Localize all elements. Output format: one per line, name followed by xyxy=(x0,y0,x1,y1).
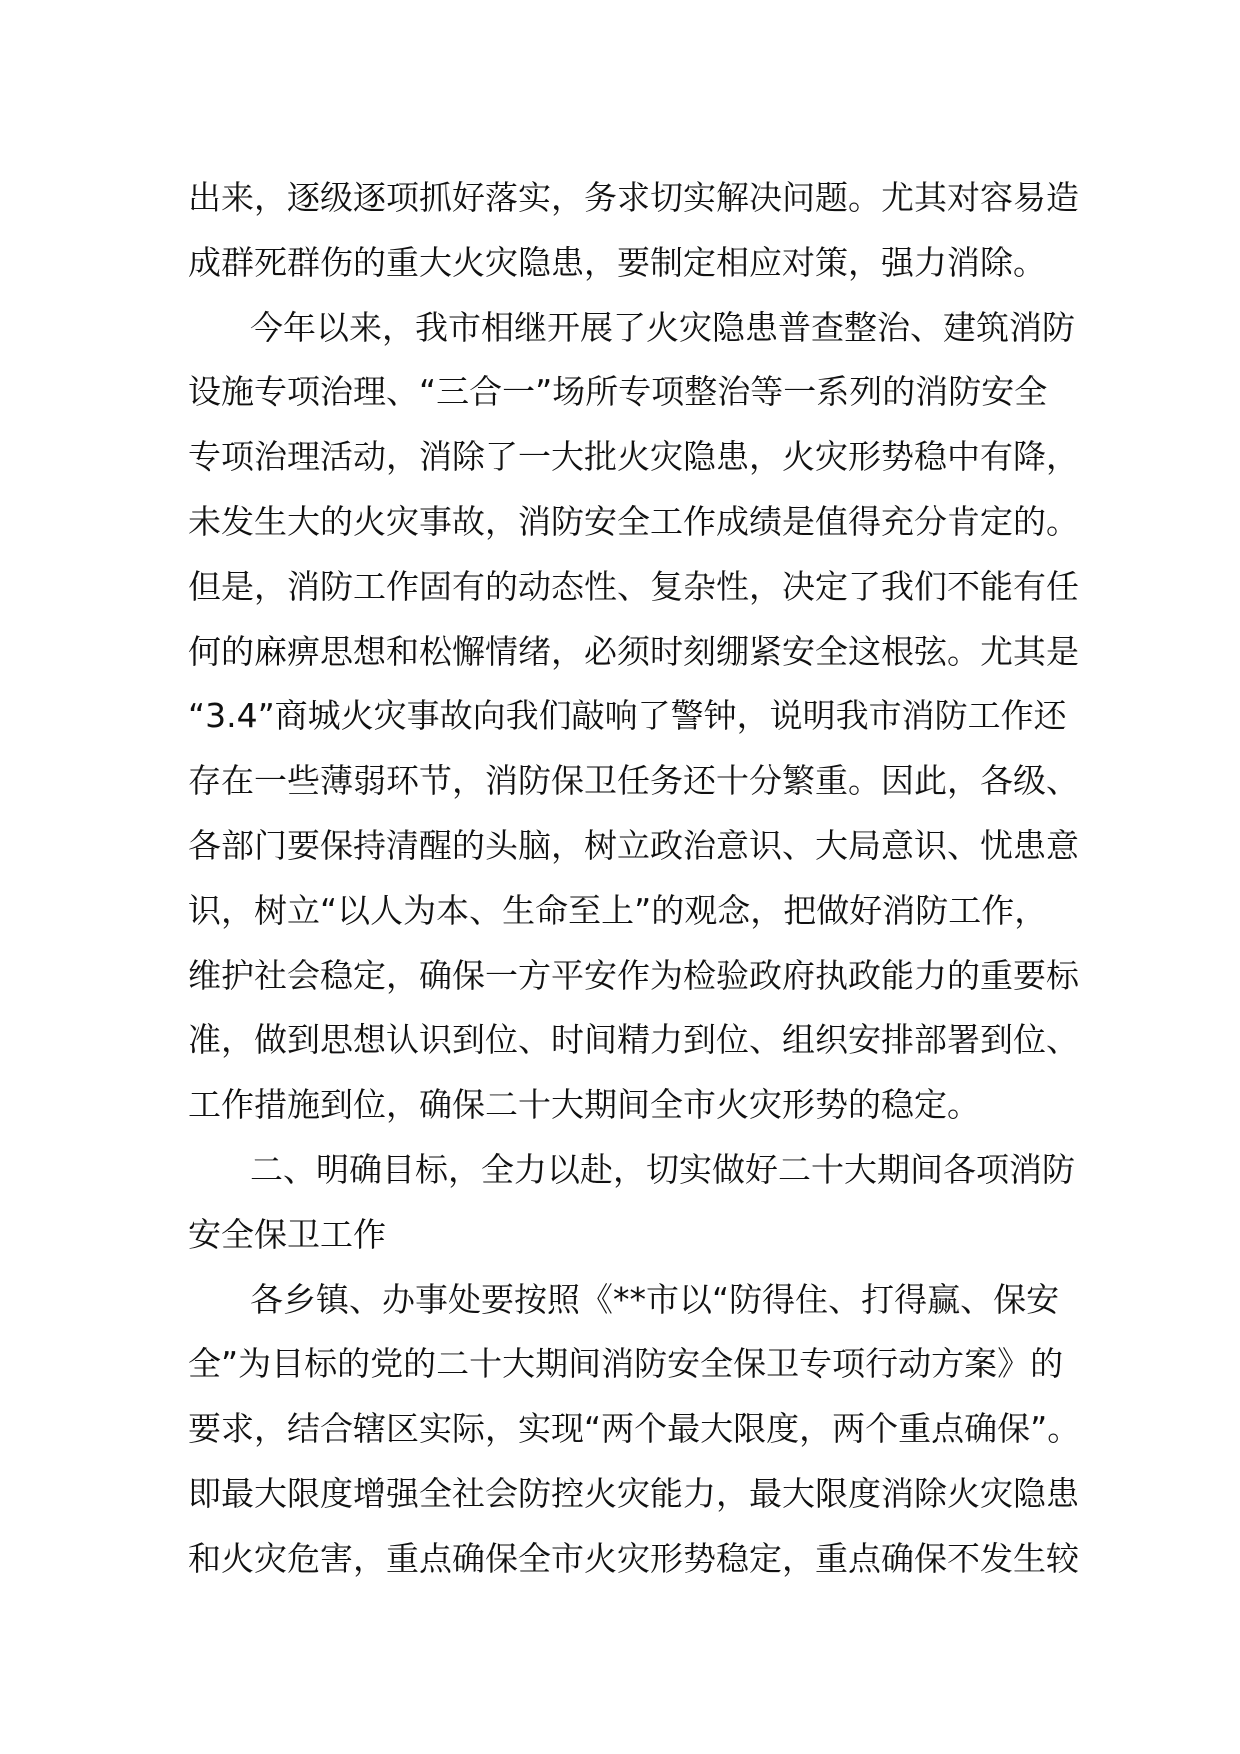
text-line: 何的麻痹思想和松懈情绪，必须时刻绷紧安全这根弦。尤其是 xyxy=(188,631,1079,671)
text-line: 要求，结合辖区实际，实现“两个最大限度，两个重点确保”。 xyxy=(188,1409,1081,1449)
text-line: 未发生大的火灾事故，消防安全工作成绩是值得充分肯定的。 xyxy=(188,501,1079,541)
document-body xyxy=(188,166,1081,1592)
text-line: 识，树立“以人为本、生命至上”的观念，把做好消防工作， xyxy=(188,890,1048,930)
text-line: 出来，逐级逐项抓好落实，务求切实解决问题。尤其对容易造 xyxy=(188,178,1079,217)
text-line: 和火灾危害，重点确保全市火灾形势稳定，重点确保不发生较 xyxy=(188,1538,1079,1578)
paragraph-first-line: 各乡镇、办事处要按照《**市以“防得住、打得赢、保安 xyxy=(250,1279,1060,1319)
text-line: 即最大限度增强全社会防控火灾能力，最大限度消除火灾隐患 xyxy=(188,1473,1079,1513)
text-line: 维护社会稳定，确保一方平安作为检验政府执政能力的重要标 xyxy=(188,955,1079,995)
text-line: 但是，消防工作固有的动态性、复杂性，决定了我们不能有任 xyxy=(188,566,1079,606)
text-line: 专项治理活动，消除了一大批火灾隐患，火灾形势稳中有降， xyxy=(188,437,1079,477)
text-line: 设施专项治理、“三合一”场所专项整治等一系列的消防安全 xyxy=(188,372,1048,412)
section-heading-continued: 安全保卫工作 xyxy=(188,1214,386,1254)
text-line: 准，做到思想认识到位、时间精力到位、组织安排部署到位、 xyxy=(188,1020,1079,1060)
text-line: 成群死群伤的重大火灾隐患，要制定相应对策，强力消除。 xyxy=(188,242,1046,282)
text-line: 工作措施到位，确保二十大期间全市火灾形势的稳定。 xyxy=(188,1085,980,1125)
text-line: “3.4”商城火灾事故向我们敲响了警钟，说明我市消防工作还 xyxy=(188,696,1067,736)
paragraph-first-line: 今年以来，我市相继开展了火灾隐患普查整治、建筑消防 xyxy=(250,307,1075,347)
text-line: 全”为目标的党的二十大期间消防安全保卫专项行动方案》的 xyxy=(188,1344,1064,1384)
section-heading: 二、明确目标，全力以赴，切实做好二十大期间各项消防 xyxy=(250,1149,1075,1189)
text-line: 各部门要保持清醒的头脑，树立政治意识、大局意识、忧患意 xyxy=(188,825,1079,865)
text-line: 存在一些薄弱环节，消防保卫任务还十分繁重。因此，各级、 xyxy=(188,761,1079,801)
